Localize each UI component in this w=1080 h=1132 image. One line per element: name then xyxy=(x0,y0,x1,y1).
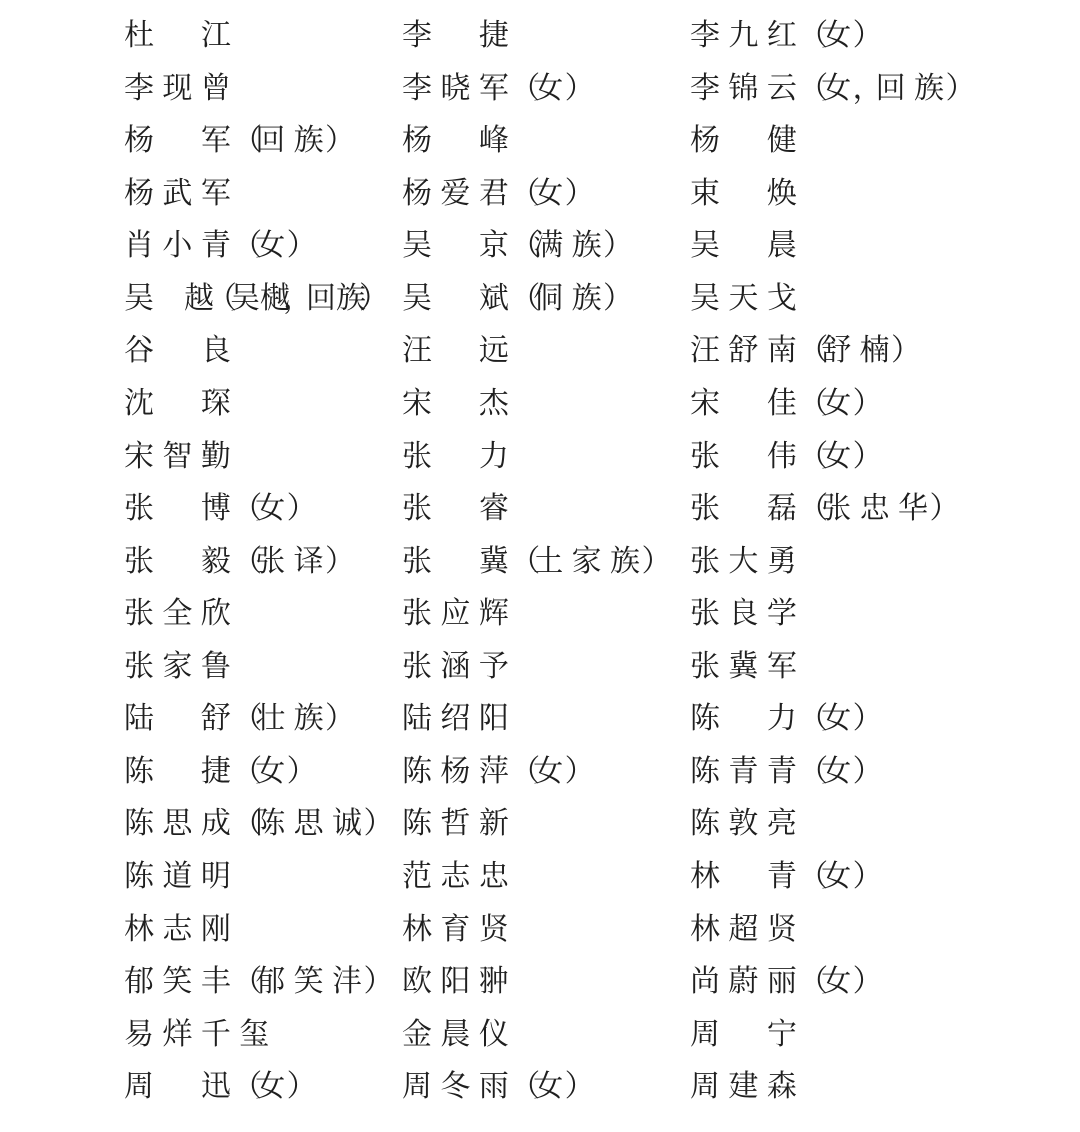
name-entry: 张大勇 xyxy=(690,544,806,578)
name-entry: 李晓军（女） xyxy=(402,71,595,105)
fullwidth-punctuation: （ xyxy=(510,754,541,788)
name-entry: 陈青青（女） xyxy=(690,754,883,788)
name-entry: 张 博（女） xyxy=(124,492,317,526)
fullwidth-punctuation: ） xyxy=(363,965,394,999)
fullwidth-punctuation: （ xyxy=(798,439,829,473)
fullwidth-punctuation: （ xyxy=(798,334,829,368)
fullwidth-punctuation: ） xyxy=(641,544,672,578)
fullwidth-punctuation: （ xyxy=(232,702,263,736)
fullwidth-punctuation: （ xyxy=(510,71,541,105)
name-entry: 张 伟（女） xyxy=(690,439,883,473)
name-entry: 张全欣 xyxy=(124,597,240,631)
fullwidth-punctuation: （ xyxy=(510,229,541,263)
name-entry: 张家鲁 xyxy=(124,649,240,683)
name-entry: 陈敦亮 xyxy=(690,807,806,841)
fullwidth-punctuation: ） xyxy=(325,702,356,736)
fullwidth-punctuation: （ xyxy=(232,807,263,841)
name-entry: 李 捷 xyxy=(402,19,518,52)
name-entry: 肖小青（女） xyxy=(124,229,317,263)
name-entry: 张冀军 xyxy=(690,649,806,683)
name-entry: 尚蔚丽（女） xyxy=(690,965,883,999)
name-entry: 张 力 xyxy=(402,439,518,473)
name-entry: 陈思成（陈思诚） xyxy=(124,807,394,841)
name-entry: 谷 良 xyxy=(124,334,240,368)
fullwidth-punctuation: ） xyxy=(564,176,595,210)
name-entry: 林超贤 xyxy=(690,912,806,946)
fullwidth-punctuation: ） xyxy=(286,492,317,526)
fullwidth-punctuation: （ xyxy=(510,281,541,315)
fullwidth-punctuation: （ xyxy=(798,702,829,736)
fullwidth-punctuation: ） xyxy=(564,1070,595,1104)
fullwidth-punctuation: （ xyxy=(232,229,263,263)
name-entry: 杜 江 xyxy=(124,19,240,52)
name-entry: 杨 健 xyxy=(690,124,806,158)
name-entry: 沈 琛 xyxy=(124,386,240,420)
name-entry: 杨 军（回族） xyxy=(124,124,356,158)
fullwidth-punctuation: ） xyxy=(603,281,634,315)
fullwidth-punctuation: ） xyxy=(891,334,922,368)
name-entry: 吴天戈 xyxy=(690,281,806,315)
fullwidth-punctuation: （ xyxy=(798,19,829,52)
fullwidth-punctuation: （ xyxy=(207,281,237,315)
name-entry: 周 宁 xyxy=(690,1017,806,1051)
fullwidth-punctuation: ） xyxy=(852,860,883,893)
fullwidth-punctuation: ） xyxy=(852,386,883,420)
name-list xyxy=(124,10,1078,1114)
fullwidth-punctuation: （ xyxy=(510,1070,541,1104)
fullwidth-punctuation: （ xyxy=(798,386,829,420)
name-entry: 吴 越（吴樾，回族） xyxy=(124,281,389,315)
fullwidth-punctuation: ， xyxy=(852,71,883,105)
fullwidth-punctuation: ） xyxy=(325,544,356,578)
name-entry: 周冬雨（女） xyxy=(402,1070,595,1104)
name-entry: 张良学 xyxy=(690,597,806,631)
fullwidth-punctuation: ） xyxy=(286,1070,317,1104)
name-entry: 李九红（女） xyxy=(690,19,883,52)
name-entry: 陆绍阳 xyxy=(402,702,518,736)
fullwidth-punctuation: ） xyxy=(852,754,883,788)
fullwidth-punctuation: （ xyxy=(232,1070,263,1104)
name-entry: 宋 杰 xyxy=(402,386,518,420)
name-entry: 张应辉 xyxy=(402,597,518,631)
name-entry: 范志忠 xyxy=(402,860,518,893)
fullwidth-punctuation: ） xyxy=(286,229,317,263)
fullwidth-punctuation: （ xyxy=(798,754,829,788)
fullwidth-punctuation: ） xyxy=(564,754,595,788)
name-entry: 陆 舒（壮族） xyxy=(124,702,356,736)
name-entry: 束 焕 xyxy=(690,176,806,210)
fullwidth-punctuation: （ xyxy=(798,860,829,893)
name-entry: 欧阳翀 xyxy=(402,965,518,999)
name-entry: 李现曾 xyxy=(124,71,240,105)
name-entry: 陈 捷（女） xyxy=(124,754,317,788)
fullwidth-punctuation: ） xyxy=(325,124,356,158)
name-entry: 陈杨萍（女） xyxy=(402,754,595,788)
name-entry: 林育贤 xyxy=(402,912,518,946)
name-entry: 周建森 xyxy=(690,1070,806,1104)
name-entry: 郁笑丰（郁笑沣） xyxy=(124,965,394,999)
fullwidth-punctuation: ） xyxy=(945,71,976,105)
fullwidth-punctuation: （ xyxy=(232,492,263,526)
fullwidth-punctuation: ） xyxy=(359,281,389,315)
name-entry: 宋 佳（女） xyxy=(690,386,883,420)
name-entry: 吴 京（满族） xyxy=(402,229,634,263)
fullwidth-punctuation: （ xyxy=(798,492,829,526)
name-entry: 吴 晨 xyxy=(690,229,806,263)
name-entry: 陈 力（女） xyxy=(690,702,883,736)
name-entry: 汪 远 xyxy=(402,334,518,368)
fullwidth-punctuation: （ xyxy=(798,71,829,105)
name-entry: 张涵予 xyxy=(402,649,518,683)
fullwidth-punctuation: ） xyxy=(929,492,960,526)
name-entry: 宋智勤 xyxy=(124,439,240,473)
fullwidth-punctuation: （ xyxy=(510,176,541,210)
fullwidth-punctuation: ） xyxy=(564,71,595,105)
fullwidth-punctuation: （ xyxy=(232,754,263,788)
name-entry: 林 青（女） xyxy=(690,860,883,893)
fullwidth-punctuation: ） xyxy=(363,807,394,841)
name-entry: 张 毅（张译） xyxy=(124,544,356,578)
fullwidth-punctuation: ） xyxy=(603,229,634,263)
name-entry: 金晨仪 xyxy=(402,1017,518,1051)
fullwidth-punctuation: ） xyxy=(286,754,317,788)
fullwidth-punctuation: ， xyxy=(283,281,313,315)
name-entry: 周 迅（女） xyxy=(124,1070,317,1104)
fullwidth-punctuation: （ xyxy=(798,965,829,999)
name-entry: 张 磊（张忠华） xyxy=(690,492,960,526)
fullwidth-punctuation: （ xyxy=(232,124,263,158)
name-entry: 杨 峰 xyxy=(402,124,518,158)
fullwidth-punctuation: （ xyxy=(232,965,263,999)
name-entry: 吴 斌（侗族） xyxy=(402,281,634,315)
fullwidth-punctuation: （ xyxy=(232,544,263,578)
fullwidth-punctuation: ） xyxy=(852,702,883,736)
fullwidth-punctuation: ） xyxy=(852,19,883,52)
fullwidth-punctuation: ） xyxy=(852,965,883,999)
name-entry: 陈哲新 xyxy=(402,807,518,841)
fullwidth-punctuation: （ xyxy=(510,544,541,578)
name-entry: 张 冀（土家族） xyxy=(402,544,672,578)
name-entry: 李锦云（女，回族） xyxy=(690,71,976,105)
name-entry: 杨爱君（女） xyxy=(402,176,595,210)
name-entry: 张 睿 xyxy=(402,492,518,526)
name-entry: 杨武军 xyxy=(124,176,240,210)
fullwidth-punctuation: ） xyxy=(852,439,883,473)
name-entry: 陈道明 xyxy=(124,860,240,893)
name-entry: 林志刚 xyxy=(124,912,240,946)
name-entry: 易烊千玺 xyxy=(124,1017,278,1051)
name-entry: 汪舒南（舒楠） xyxy=(690,334,922,368)
